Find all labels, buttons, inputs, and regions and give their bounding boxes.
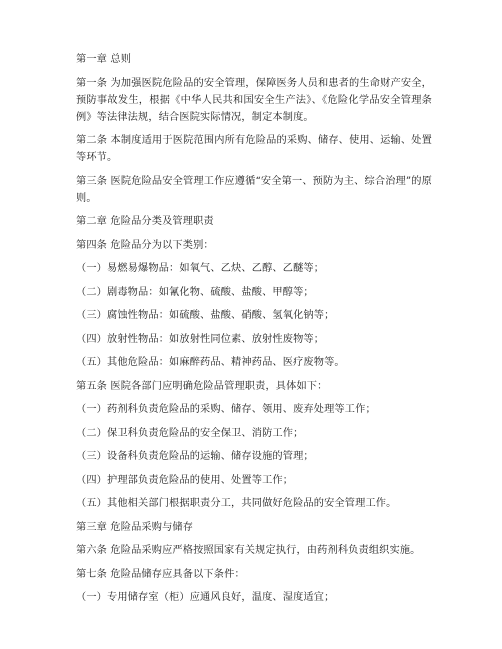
- article-paragraph: 第一条 为加强医院危险品的安全管理，保障医务人员和患者的生命财产安全，预防事故发生，根据《中华人民共和国安全生产法》、《危险化学品安全管理条例》等法律法规，结合医院实际情况，制定本制度。: [76, 77, 432, 123]
- document-body: [76, 51, 432, 613]
- article-paragraph: 第六条 危险品采购应严格按照国家有关规定执行，由药剂科负责组织实施。: [76, 545, 421, 556]
- chapter-heading: 第一章 总则: [76, 54, 132, 65]
- chapter-heading: 第三章 危险品采购与储存: [76, 521, 194, 533]
- list-item: （二）保卫科负责危险品的安全保卫、消防工作；: [76, 427, 304, 439]
- article-paragraph: 第四条 危险品分为以下类别：: [76, 239, 214, 251]
- list-item: （三）设备科负责危险品的运输、储存设施的管理；: [76, 451, 314, 462]
- list-item: （五）其他相关部门根据职责分工，共同做好危险品的安全管理工作。: [76, 498, 397, 509]
- article-paragraph: 第二条 本制度适用于医院范围内所有危险品的采购、储存、使用、运输、处置等环节。: [76, 135, 432, 163]
- list-item: （五）其他危险品：如麻醉药品、精神药品、医疗废物等。: [76, 357, 345, 368]
- list-item: （三）腐蚀性物品：如硫酸、盐酸、硝酸、氢氧化钠等；: [76, 310, 335, 321]
- article-paragraph: 第三条 医院危险品安全管理工作应遵循“安全第一、预防为主、综合治理”的原则。: [76, 175, 432, 204]
- list-item: （一）专用储存室（柜）应通风良好，温度、湿度适宜；: [76, 592, 335, 603]
- list-item: （二）剧毒物品：如氰化物、硫酸、盐酸、甲醇等；: [76, 286, 314, 298]
- chapter-heading: 第二章 危险品分类及管理职责: [76, 216, 214, 227]
- list-item: （四）护理部负责危险品的使用、处置等工作；: [76, 474, 294, 486]
- article-paragraph: 第七条 危险品储存应具备以下条件：: [76, 568, 245, 580]
- list-item: （四）放射性物品：如放射性同位素、放射性废物等；: [76, 333, 325, 345]
- article-paragraph: 第五条 医院各部门应明确危险品管理职责，具体如下：: [76, 380, 328, 392]
- list-item: （一）易燃易爆物品：如氧气、乙炔、乙醇、乙醚等；: [76, 263, 325, 274]
- list-item: （一）药剂科负责危险品的采购、储存、领用、废弃处理等工作；: [76, 404, 376, 415]
